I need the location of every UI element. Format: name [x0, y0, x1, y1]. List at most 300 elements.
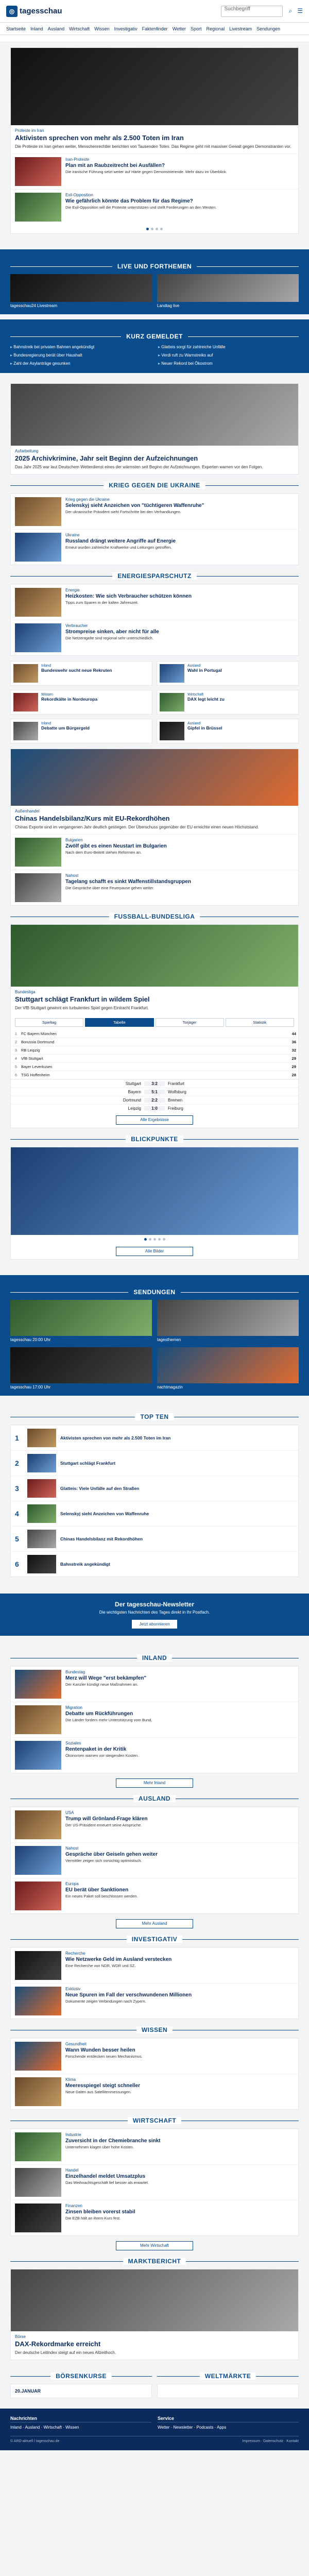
article-thumb[interactable]	[15, 2042, 61, 2071]
sendung-label: nachtmagazin	[157, 1385, 183, 1389]
sendung-label: tagesschau 20:00 Uhr	[10, 1337, 51, 1342]
article-topline: Energie	[65, 588, 80, 592]
fussball-title: FUSSBALL-BUNDESLIGA	[109, 913, 200, 920]
article-topline: Gesundheit	[65, 2042, 87, 2046]
article-text	[65, 623, 294, 652]
match-row[interactable]	[11, 1096, 298, 1104]
article-teaser: Die Netzentgelte sind regional sehr unterschiedlich.	[65, 636, 153, 640]
footer-col	[158, 2416, 299, 2431]
article-topline: Bulgarien	[65, 838, 83, 842]
ausland-list	[10, 1806, 299, 1914]
nav-item[interactable]: Sport	[191, 26, 202, 31]
sendung-thumb[interactable]	[157, 1347, 299, 1383]
article-topline: USA	[65, 1810, 74, 1815]
footer-col-title: Service	[158, 2416, 299, 2422]
nav-item[interactable]: Wissen	[94, 26, 110, 31]
article-row[interactable]	[11, 189, 298, 225]
match-away: Freiburg	[168, 1106, 183, 1111]
article-headline[interactable]: Meeresspiegel steigt schneller	[65, 2083, 141, 2089]
article-row[interactable]	[11, 2200, 298, 2235]
topten-headline[interactable]: Stuttgart schlägt Frankfurt	[60, 1461, 116, 1466]
ukraine-list	[10, 493, 299, 565]
article-row[interactable]	[11, 1983, 298, 2019]
nav-item[interactable]: Wetter	[172, 26, 186, 31]
article-headline[interactable]: Heizkosten: Wie sich Verbraucher schützen können	[65, 594, 192, 599]
article-topline: Exil-Opposition	[65, 193, 93, 197]
live-title: LIVE UND FORTHEMEN	[112, 263, 197, 270]
boerse-title: BÖRSENKURSE	[50, 2372, 112, 2380]
article-teaser: Der US-Präsident erneuert seine Ansprüche.	[65, 1823, 142, 1827]
fussball-image[interactable]	[11, 925, 298, 987]
blick-title: BLICKPUNKTE	[126, 1136, 183, 1143]
mini-headline[interactable]: Debatte um Bürgergeld	[41, 725, 90, 731]
topten-item[interactable]	[11, 1551, 298, 1577]
investigativ-list	[10, 1947, 299, 2019]
topten-rank: 5	[15, 1535, 19, 1543]
topten-thumb[interactable]	[27, 1504, 56, 1523]
sendung-thumb[interactable]	[157, 1300, 299, 1336]
article-row[interactable]	[11, 2164, 298, 2200]
logo-icon: ◎	[6, 6, 18, 17]
article-teaser: Das Weihnachtsgeschäft lief besser als erwartet.	[65, 2180, 149, 2185]
match-row[interactable]	[11, 1104, 298, 1112]
mini-grid	[10, 661, 299, 743]
table-team: RB Leipzig	[19, 1046, 286, 1055]
markt-topline: Börse	[15, 2334, 26, 2339]
markt-title: MARKTBERICHT	[123, 2258, 186, 2265]
article-headline[interactable]: Neue Spuren im Fall der verschwundenen Millionen	[65, 1992, 192, 1998]
match-row[interactable]	[11, 1088, 298, 1096]
topten-headline[interactable]: Selenskyj sieht Anzeichen von Waffenruhe	[60, 1511, 149, 1516]
topten-thumb[interactable]	[27, 1479, 56, 1498]
newsletter-button[interactable]: Jetzt abonnieren	[132, 1620, 177, 1629]
article-text	[65, 2042, 294, 2071]
china-image[interactable]	[11, 749, 298, 806]
mini-headline[interactable]: DAX legt leicht zu	[187, 697, 225, 702]
table-row[interactable]	[11, 1055, 298, 1063]
topten-rank: 3	[15, 1484, 19, 1493]
kurz-title: KURZ GEMELDET	[121, 333, 188, 340]
sendung-item[interactable]	[10, 1300, 152, 1342]
article-row[interactable]	[11, 154, 298, 189]
search-icon[interactable]: ⌕	[288, 7, 293, 14]
article-topline: Handel	[65, 2168, 79, 2173]
mini-thumb[interactable]	[13, 664, 38, 683]
hero-image[interactable]	[11, 48, 298, 125]
article-topline: Ukraine	[65, 533, 80, 537]
article-thumb[interactable]	[15, 1846, 61, 1875]
article-row[interactable]	[11, 494, 298, 529]
article-thumb[interactable]	[15, 497, 61, 526]
boerse-date: 20.JANUAR	[10, 2384, 152, 2398]
mini-text	[41, 693, 97, 711]
topten-thumb[interactable]	[27, 1530, 56, 1548]
article-row[interactable]	[11, 1666, 298, 1702]
article-row[interactable]	[11, 529, 298, 565]
table-row[interactable]	[11, 1030, 298, 1038]
mini-teaser[interactable]	[157, 690, 299, 715]
mini-thumb[interactable]	[160, 693, 184, 711]
article-teaser: Ökonomen warnen vor steigenden Kosten.	[65, 1753, 139, 1758]
markt-headline[interactable]: DAX-Rekordmarke erreicht	[15, 2340, 101, 2348]
topten-thumb[interactable]	[27, 1454, 56, 1472]
article-headline[interactable]: Trump will Grönland-Frage klären	[65, 1816, 148, 1822]
article-thumb[interactable]	[15, 1741, 61, 1770]
hero-headline[interactable]: Aktivisten sprechen von mehr als 2.500 Toten im Iran	[15, 134, 184, 142]
mini-teaser[interactable]	[10, 719, 152, 743]
wirtschaft-more-button[interactable]: Mehr Wirtschaft	[116, 2241, 193, 2250]
article-headline[interactable]: Einzelhandel meldet Umsatzplus	[65, 2174, 146, 2179]
article-topline: Nahost	[65, 1846, 79, 1851]
article-thumb[interactable]	[15, 873, 61, 902]
article-thumb[interactable]	[15, 2077, 61, 2106]
table-row[interactable]	[11, 1063, 298, 1071]
nav-item[interactable]: Startseite	[6, 26, 26, 31]
inland-more-button[interactable]: Mehr Inland	[116, 1778, 193, 1788]
article-row[interactable]	[11, 834, 298, 870]
article-headline[interactable]: Plan mit an Raubzeitrecht bei Ausfällen?	[65, 163, 165, 168]
article-teaser: Nach dem Euro-Beitritt stehen Reformen an.	[65, 850, 142, 855]
match-away: Bremen	[168, 1098, 183, 1103]
match-away: Wolfsburg	[168, 1090, 186, 1094]
table-rank: 5	[11, 1063, 19, 1071]
mini-thumb[interactable]	[13, 693, 38, 711]
article-text	[65, 1705, 294, 1734]
article-row[interactable]	[11, 1842, 298, 1878]
footer-col	[10, 2416, 151, 2431]
feature-headline[interactable]: 2025 Archivkrimine, Jahr seit Beginn der Aufzeichnungen	[15, 454, 198, 462]
article-topline: Finanzen	[65, 2204, 82, 2208]
energie-title: ENERGIESPARSCHUTZ	[112, 572, 197, 580]
article-text	[65, 588, 294, 617]
article-text	[65, 838, 294, 867]
article-thumb[interactable]	[15, 623, 61, 652]
article-thumb[interactable]	[15, 1670, 61, 1699]
sendungen-title: SENDUNGEN	[128, 1289, 180, 1296]
article-headline[interactable]: Russland drängt weitere Angriffe auf Energie	[65, 538, 176, 544]
fussball-headline[interactable]: Stuttgart schlägt Frankfurt in wildem Spiel	[15, 995, 150, 1003]
article-row[interactable]	[11, 870, 298, 905]
article-thumb[interactable]	[15, 2132, 61, 2161]
table-points: 29	[286, 1063, 298, 1071]
china-topline: Außenhandel	[15, 809, 40, 814]
article-topline: Exklusiv	[65, 1987, 81, 1991]
article-text	[65, 1741, 294, 1770]
kurz-item[interactable]: ▸ Glatteis sorgt für zahlreiche Unfälle	[158, 344, 299, 350]
kurz-item[interactable]: ▸ Verdi ruft zu Warnstreiks auf	[158, 352, 299, 359]
article-headline[interactable]: Wann Wunden besser heilen	[65, 2047, 135, 2053]
article-headline[interactable]: Debatte um Rückführungen	[65, 1711, 133, 1717]
main-nav	[0, 23, 309, 35]
topten-item[interactable]	[11, 1476, 298, 1501]
hero-topline: Proteste im Iran	[15, 128, 44, 133]
table-points: 28	[286, 1071, 298, 1079]
article-topline: Verbraucher	[65, 623, 88, 628]
fussball-tab[interactable]: Spieltag	[15, 1018, 83, 1027]
nav-item[interactable]: Wirtschaft	[69, 26, 90, 31]
table-points: 44	[286, 1030, 298, 1038]
table-row[interactable]	[11, 1071, 298, 1079]
sendung-thumb[interactable]	[10, 1347, 152, 1383]
article-headline[interactable]: Wie Netzwerke Geld im Ausland verstecken	[65, 1957, 172, 1962]
article-teaser: Die Exil-Opposition will die Proteste unterstützen und stellt Forderungen an den Westen.	[65, 205, 217, 210]
energie-list	[10, 584, 299, 656]
topten-item[interactable]	[11, 1425, 298, 1450]
topten-rank: 2	[15, 1459, 19, 1467]
mini-text	[187, 664, 222, 683]
footer-col-links[interactable]: Inland · Ausland · Wirtschaft · Wissen	[10, 2425, 79, 2430]
article-thumb[interactable]	[15, 838, 61, 867]
table-row[interactable]	[11, 1046, 298, 1055]
footer-col-title: Nachrichten	[10, 2416, 151, 2422]
live-label: tagesschau24 Livestream	[10, 303, 58, 308]
article-thumb[interactable]	[15, 1951, 61, 1980]
article-headline[interactable]: Gespräche über Geiseln gehen weiter	[65, 1852, 158, 1857]
article-row[interactable]	[11, 1737, 298, 1773]
hero-card[interactable]	[10, 47, 299, 234]
blick-image[interactable]	[11, 1147, 298, 1235]
sendung-label: tagesthemen	[157, 1337, 181, 1342]
article-thumb[interactable]	[15, 2168, 61, 2197]
article-headline[interactable]: Rentenpaket in der Kritik	[65, 1747, 127, 1752]
article-headline[interactable]: Wie gefährlich könnte das Problem für das Regime?	[65, 198, 193, 204]
feature-topline: Aufarbeitung	[15, 449, 39, 453]
mini-text	[187, 693, 225, 711]
topten-headline[interactable]: Bahnstreik angekündigt	[60, 1562, 110, 1567]
table-row[interactable]	[11, 1038, 298, 1046]
mini-headline[interactable]: Bundeswehr sucht neue Rekruten	[41, 668, 112, 673]
article-text	[65, 873, 294, 902]
nav-item[interactable]: Faktenfinder	[142, 26, 168, 31]
article-headline[interactable]: Zwölf gibt es einen Neustart im Bulgarien	[65, 843, 167, 849]
china-headline[interactable]: Chinas Handelsbilanz/Kurs mit EU-Rekordhöhen	[15, 815, 170, 822]
live-label: Landtag live	[157, 303, 180, 308]
mini-topline: Inland	[41, 722, 52, 725]
article-headline[interactable]: Tagelang schafft es sinkt Waffenstillstandsgruppen	[65, 879, 191, 885]
ausland-more-button[interactable]: Mehr Ausland	[116, 1919, 193, 1928]
article-thumb[interactable]	[15, 193, 61, 222]
article-thumb[interactable]	[15, 1810, 61, 1839]
article-topline: Bundestag	[65, 1670, 85, 1674]
article-teaser: Dokumente zeigen Verbindungen nach Zypern.	[65, 1999, 146, 2004]
article-topline: Soziales	[65, 1741, 81, 1745]
fussball-topline: Bundesliga	[15, 990, 36, 994]
mini-text	[41, 722, 90, 740]
hero-teaser: Die Proteste im Iran gehen weiter, Menschenrechtler berichten von Tausenden Toten. Das Regime geht mit massiver Gewalt gegen Demonstranten vor.	[15, 144, 291, 149]
logo[interactable]: ◎ tagesschau	[6, 6, 62, 17]
mini-thumb[interactable]	[160, 722, 184, 740]
article-row[interactable]	[11, 2038, 298, 2074]
sendung-label: tagesschau 17:00 Uhr	[10, 1385, 51, 1389]
menu-icon[interactable]: ☰	[297, 7, 303, 14]
article-thumb[interactable]	[15, 1987, 61, 2015]
article-text	[65, 1670, 294, 1699]
article-row[interactable]	[11, 2074, 298, 2109]
topten-item[interactable]	[11, 1450, 298, 1476]
header	[0, 0, 309, 23]
markt-teaser: Der deutsche Leitindex steigt auf ein neues Allzeithoch.	[15, 2350, 116, 2355]
nav-item[interactable]: Livestream	[229, 26, 252, 31]
article-text	[65, 193, 294, 222]
mini-text	[187, 722, 222, 740]
feature-card[interactable]	[10, 383, 299, 474]
match-score: 2:2	[144, 1098, 165, 1103]
table-team: Borussia Dortmund	[19, 1038, 286, 1046]
mini-thumb[interactable]	[13, 722, 38, 740]
newsletter-sub: Die wichtigsten Nachrichten des Tages direkt in Ihr Postfach.	[99, 1610, 210, 1615]
table-rank: 3	[11, 1046, 19, 1055]
topten-thumb[interactable]	[27, 1429, 56, 1447]
mini-headline[interactable]: Wahl in Portugal	[187, 668, 222, 673]
match-score: 3:2	[144, 1081, 165, 1086]
fussball-tab[interactable]: Statistik	[226, 1018, 294, 1027]
mini-teaser[interactable]	[157, 719, 299, 743]
top-divider	[0, 35, 309, 42]
nav-item[interactable]: Ausland	[47, 26, 65, 31]
topten-rank: 6	[15, 1560, 19, 1568]
nav-item[interactable]: Sendungen	[256, 26, 281, 31]
table-points: 29	[286, 1055, 298, 1063]
china-card[interactable]	[10, 749, 299, 906]
league-table	[11, 1030, 298, 1079]
article-headline[interactable]: Selenskyj sieht Anzeichen von "tüchtigeren Waffenruhe"	[65, 503, 204, 509]
live-item[interactable]	[10, 274, 152, 308]
sendung-item[interactable]	[157, 1347, 299, 1389]
article-text	[65, 2204, 294, 2232]
article-teaser: Der ukrainische Präsident sieht Fortschritte bei den Verhandlungen.	[65, 510, 181, 514]
footer-col-links[interactable]: Wetter · Newsletter · Podcasts · Apps	[158, 2425, 227, 2430]
article-teaser: Die iranische Führung setzt weiter auf Härte gegen Demonstrierende. Mehr dazu im Überblick.	[65, 170, 227, 174]
article-row[interactable]	[11, 1947, 298, 1983]
fussball-tab[interactable]: Torjäger	[156, 1018, 224, 1027]
nav-item[interactable]: Investigativ	[114, 26, 138, 31]
wissen-list	[10, 2038, 299, 2110]
fussball-teaser: Der VfB Stuttgart gewinnt ein turbulentes Spiel gegen Eintracht Frankfurt.	[15, 1006, 149, 1010]
live-item[interactable]	[157, 274, 299, 308]
fussball-tab[interactable]: Tabelle	[85, 1018, 153, 1027]
table-team: TSG Hoffenheim	[19, 1071, 286, 1079]
article-thumb[interactable]	[15, 588, 61, 617]
table-points: 36	[286, 1038, 298, 1046]
nav-item[interactable]: Regional	[206, 26, 225, 31]
article-row[interactable]	[11, 620, 298, 655]
kurz-item[interactable]: ▸ Bahnstreik bei privaten Bahnen angekündigt	[10, 344, 151, 350]
article-teaser: Eine Recherche von NDR, WDR und SZ.	[65, 1963, 136, 1968]
markt-card[interactable]	[10, 2269, 299, 2360]
topten-title: TOP TEN	[135, 1413, 174, 1420]
sendung-thumb[interactable]	[10, 1300, 152, 1336]
mini-teaser[interactable]	[157, 661, 299, 686]
sendung-item[interactable]	[157, 1300, 299, 1342]
article-thumb[interactable]	[15, 157, 61, 186]
nav-item[interactable]: Inland	[30, 26, 43, 31]
carousel-dots[interactable]	[11, 225, 298, 233]
table-rank: 4	[11, 1055, 19, 1063]
match-list	[11, 1079, 298, 1112]
article-text	[65, 1846, 294, 1875]
article-headline[interactable]: Strompreise sinken, aber nicht für alle	[65, 629, 159, 635]
match-away: Frankfurt	[168, 1081, 185, 1086]
article-row[interactable]	[11, 1807, 298, 1842]
article-topline: Europa	[65, 1882, 79, 1886]
article-row[interactable]	[11, 2129, 298, 2164]
topten-item[interactable]	[11, 1501, 298, 1526]
kurz-item[interactable]: ▸ Neuer Rekord bei Ökostrom	[158, 361, 299, 367]
live-thumb[interactable]	[157, 274, 299, 302]
fussball-card	[10, 924, 299, 1128]
article-thumb[interactable]	[15, 1705, 61, 1734]
mini-topline: Wirtschaft	[187, 693, 204, 697]
article-row[interactable]	[11, 1702, 298, 1737]
sendung-item[interactable]	[10, 1347, 152, 1389]
china-teaser: Chinas Exporte sind im vergangenen Jahr deutlich gestiegen. Der Überschuss gegenüber der EU erreichte einen neuen Höchststand.	[15, 825, 259, 829]
topten-headline[interactable]: Glatteis: Viele Unfälle auf den Straßen	[60, 1486, 140, 1491]
footer	[0, 2409, 309, 2450]
article-teaser: Die Gespräche über eine Feuerpause gehen weiter.	[65, 886, 154, 890]
article-headline[interactable]: Zuversicht in der Chemiebranche sinkt	[65, 2138, 161, 2144]
sendungen-band	[0, 1275, 309, 1396]
mini-teaser[interactable]	[10, 690, 152, 715]
article-thumb[interactable]	[15, 2204, 61, 2232]
fussball-more-button[interactable]: Alle Ergebnisse	[116, 1115, 193, 1125]
topten-headline[interactable]: Aktivisten sprechen von mehr als 2.500 Toten im Iran	[60, 1435, 171, 1440]
table-points: 32	[286, 1046, 298, 1055]
mini-thumb[interactable]	[160, 664, 184, 683]
blick-more-button[interactable]: Alle Bilder	[116, 1247, 193, 1256]
article-headline[interactable]: Zinsen bleiben vorerst stabil	[65, 2209, 135, 2215]
blick-dots[interactable]	[11, 1235, 298, 1244]
mini-teaser[interactable]	[10, 661, 152, 686]
mini-headline[interactable]: Gipfel in Brüssel	[187, 725, 222, 731]
live-band	[0, 249, 309, 314]
article-thumb[interactable]	[15, 1882, 61, 1910]
article-teaser: Die EZB hält an ihrem Kurs fest.	[65, 2216, 121, 2221]
match-score: 1:0	[144, 1106, 165, 1111]
topten-list	[10, 1425, 299, 1577]
topten-item[interactable]	[11, 1526, 298, 1551]
match-row[interactable]	[11, 1079, 298, 1088]
topten-thumb[interactable]	[27, 1555, 56, 1573]
live-thumb[interactable]	[10, 274, 152, 302]
feature-image[interactable]	[11, 384, 298, 446]
article-row[interactable]	[11, 584, 298, 620]
article-row[interactable]	[11, 1878, 298, 1913]
article-headline[interactable]: Merz will Wege "erst bekämpfen"	[65, 1675, 147, 1681]
article-topline: Krieg gegen die Ukraine	[65, 497, 110, 502]
topten-rank: 4	[15, 1510, 19, 1518]
topten-headline[interactable]: Chinas Handelsbilanz mit Rekordhöhen	[60, 1536, 143, 1541]
article-text	[65, 1987, 294, 2015]
footer-links[interactable]: Impressum · Datenschutz · Kontakt	[242, 2439, 299, 2443]
mini-text	[41, 664, 112, 683]
wirtschaft-title: WIRTSCHAFT	[128, 2117, 181, 2124]
kurz-item[interactable]: ▸ Bundesregierung berät über Haushalt	[10, 352, 151, 359]
article-thumb[interactable]	[15, 533, 61, 562]
markt-image[interactable]	[11, 2269, 298, 2331]
article-teaser: Erneut wurden zahlreiche Kraftwerke und Leitungen getroffen.	[65, 545, 172, 550]
search-input[interactable]: Suchbegriff	[221, 6, 283, 17]
blick-card[interactable]	[10, 1147, 299, 1260]
article-headline[interactable]: EU berät über Sanktionen	[65, 1887, 129, 1893]
wissen-title: WISSEN	[136, 2026, 173, 2033]
article-teaser: Die Länder fordern mehr Unterstützung vom Bund.	[65, 1718, 152, 1722]
table-team: Bayer Leverkusen	[19, 1063, 286, 1071]
mini-headline[interactable]: Rekordkälte in Nordeuropa	[41, 697, 98, 702]
kurz-item[interactable]: ▸ Zahl der Asylanträge gesunken	[10, 361, 151, 367]
topten-rank: 1	[15, 1434, 19, 1442]
article-text	[65, 2168, 294, 2197]
investigativ-title: INVESTIGATIV	[127, 1936, 182, 1943]
